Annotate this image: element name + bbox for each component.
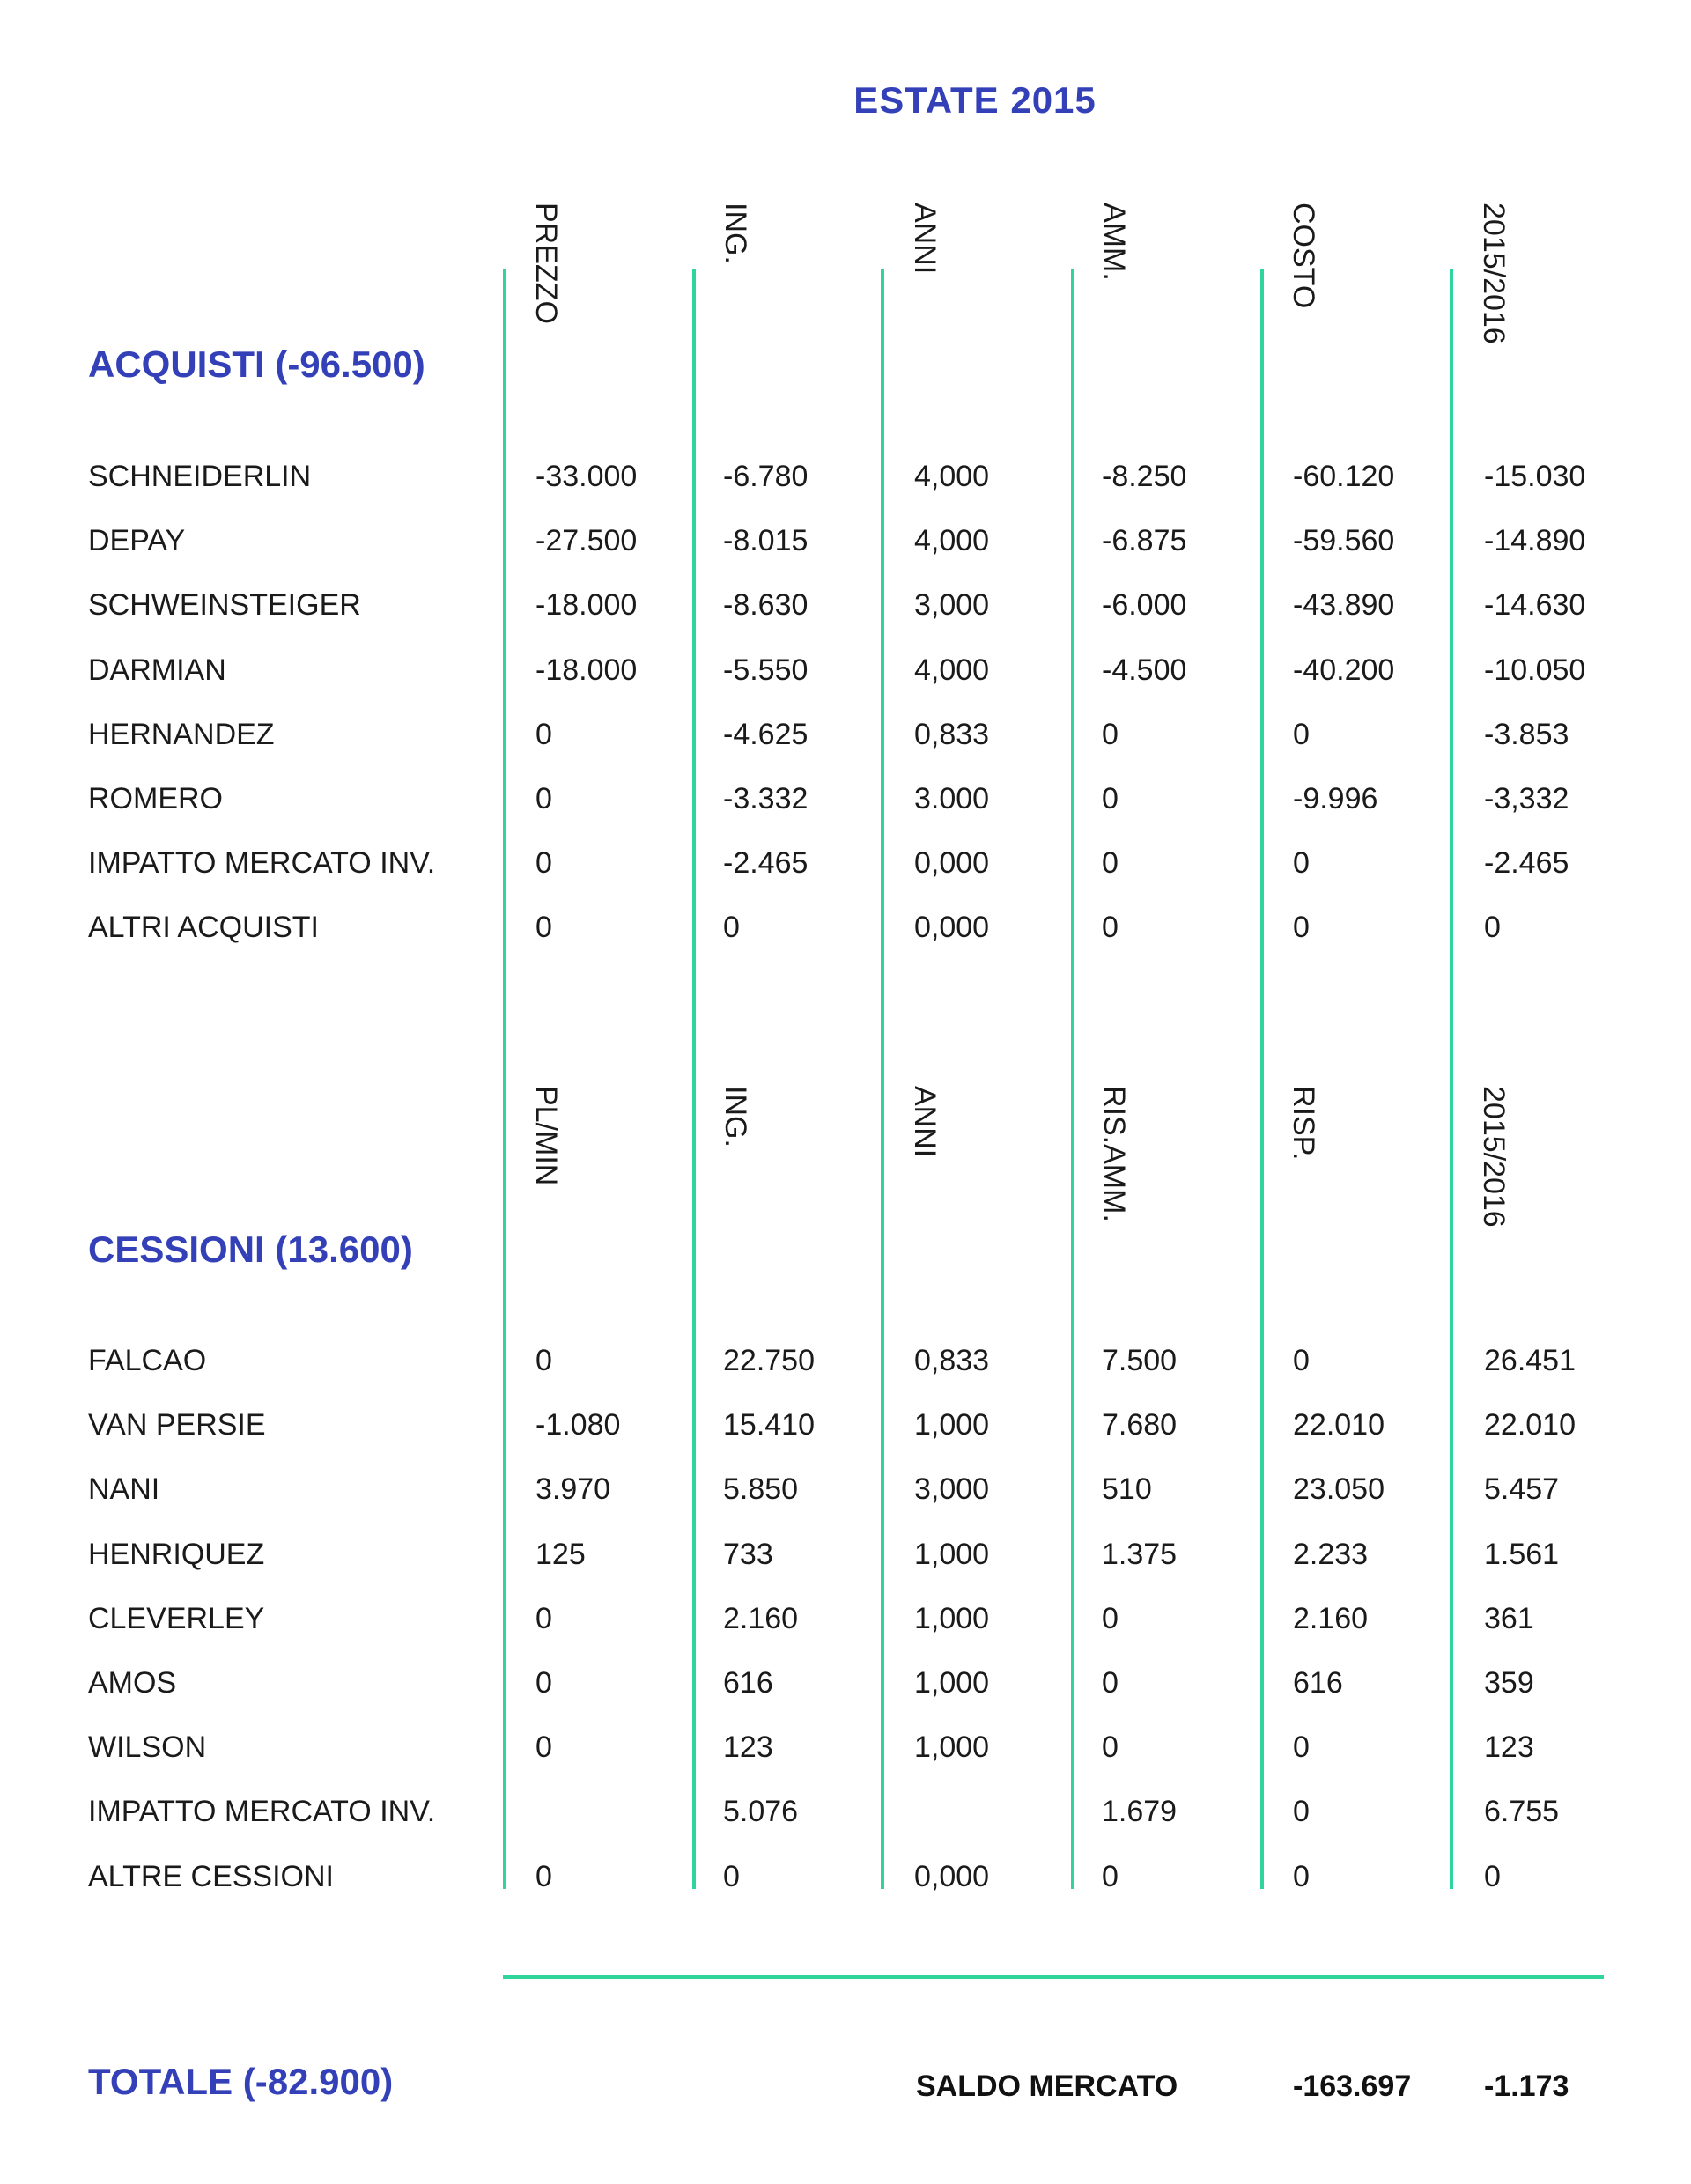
table-cell: 0,000 xyxy=(914,846,990,881)
table-cell: 0 xyxy=(1293,717,1310,751)
table-cell: 733 xyxy=(723,1537,773,1571)
table-cell: 1.679 xyxy=(1102,1795,1178,1829)
table-cell: 0 xyxy=(1102,911,1119,945)
table-cell: -4.625 xyxy=(723,717,809,751)
saldo-anno-value: -1.173 xyxy=(1484,2070,1569,2103)
table-cell: 0 xyxy=(1102,717,1119,751)
row-label: FALCAO xyxy=(88,1344,207,1377)
table-cell: 5.457 xyxy=(1484,1472,1560,1507)
table-cell: 510 xyxy=(1102,1472,1152,1507)
table-cell: -6.000 xyxy=(1102,588,1187,623)
column-divider xyxy=(1071,269,1074,1889)
table-cell: 2.160 xyxy=(723,1601,799,1635)
table-cell: 0,833 xyxy=(914,717,990,751)
table-cell: -4.500 xyxy=(1102,653,1187,687)
table-cell: 0 xyxy=(1102,1730,1119,1765)
table-cell: -40.200 xyxy=(1293,653,1395,687)
table-cell: 0,000 xyxy=(914,1859,990,1893)
table-cell: -1.080 xyxy=(535,1408,621,1442)
table-cell: 22.010 xyxy=(1293,1408,1385,1442)
saldo-mercato-label: SALDO MERCATO xyxy=(916,2070,1178,2103)
acquisti-col-header: COSTO xyxy=(1287,203,1320,309)
table-cell: -60.120 xyxy=(1293,460,1395,493)
table-cell: -5.550 xyxy=(723,653,809,687)
table-cell: 0 xyxy=(535,911,552,945)
table-cell: 22.750 xyxy=(723,1344,815,1377)
saldo-costo-value: -163.697 xyxy=(1293,2070,1412,2103)
table-cell: 23.050 xyxy=(1293,1472,1385,1507)
table-cell: 5.850 xyxy=(723,1472,799,1507)
cessioni-section-title: CESSIONI (13.600) xyxy=(88,1228,413,1270)
table-cell: 26.451 xyxy=(1484,1344,1576,1377)
table-cell: -15.030 xyxy=(1484,460,1586,493)
table-cell: 3,000 xyxy=(914,1472,990,1507)
row-label: WILSON xyxy=(88,1730,207,1765)
row-label: ALTRI ACQUISTI xyxy=(88,911,319,945)
cessioni-col-header: ANNI xyxy=(908,1086,941,1158)
table-cell: 2.233 xyxy=(1293,1537,1369,1571)
table-cell: 0 xyxy=(1102,1666,1119,1700)
table-cell: 4,000 xyxy=(914,524,990,558)
row-label: NANI xyxy=(88,1472,160,1507)
table-cell: 0 xyxy=(535,846,552,881)
table-cell: 0 xyxy=(1293,911,1310,945)
table-cell: 0 xyxy=(535,1859,552,1893)
table-cell: 0 xyxy=(1102,846,1119,881)
table-cell: 0 xyxy=(1293,1795,1310,1829)
table-cell: 0 xyxy=(535,1666,552,1700)
table-cell: -14.630 xyxy=(1484,588,1586,623)
table-cell: 1,000 xyxy=(914,1537,990,1571)
row-label: HERNANDEZ xyxy=(88,717,275,751)
table-cell: 616 xyxy=(1293,1666,1343,1700)
table-cell: 22.010 xyxy=(1484,1408,1576,1442)
row-label: DEPAY xyxy=(88,524,186,558)
table-cell: -6.875 xyxy=(1102,524,1187,558)
table-cell: 123 xyxy=(1484,1730,1534,1765)
table-cell: 0 xyxy=(723,911,740,945)
table-cell: 0 xyxy=(1102,1601,1119,1635)
table-cell: -27.500 xyxy=(535,524,638,558)
row-label: IMPATTO MERCATO INV. xyxy=(88,1795,436,1829)
table-cell: 125 xyxy=(535,1537,586,1571)
table-cell: -18.000 xyxy=(535,653,638,687)
table-cell: 0 xyxy=(1102,1859,1119,1893)
table-cell: -2.465 xyxy=(1484,846,1569,881)
table-cell: 15.410 xyxy=(723,1408,815,1442)
table-cell: 4,000 xyxy=(914,653,990,687)
table-cell: -59.560 xyxy=(1293,524,1395,558)
table-cell: 0,833 xyxy=(914,1344,990,1377)
row-label: HENRIQUEZ xyxy=(88,1537,265,1571)
table-cell: -14.890 xyxy=(1484,524,1586,558)
row-label: AMOS xyxy=(88,1666,177,1700)
table-cell: 0 xyxy=(1293,846,1310,881)
table-cell: -43.890 xyxy=(1293,588,1395,623)
table-cell: 7.500 xyxy=(1102,1344,1178,1377)
table-cell: 0 xyxy=(1102,782,1119,815)
acquisti-col-header: PREZZO xyxy=(529,203,563,324)
row-label: ROMERO xyxy=(88,782,223,815)
totale-title: TOTALE (-82.900) xyxy=(88,2061,394,2102)
table-cell: 5.076 xyxy=(723,1795,799,1829)
table-cell: 0 xyxy=(1293,1344,1310,1377)
acquisti-col-header: ANNI xyxy=(908,203,941,275)
table-cell: 1,000 xyxy=(914,1666,990,1700)
table-cell: 616 xyxy=(723,1666,773,1700)
cessioni-col-header: RIS.AMM. xyxy=(1097,1086,1131,1222)
table-cell: 2.160 xyxy=(1293,1601,1369,1635)
acquisti-col-header: AMM. xyxy=(1097,203,1131,281)
table-cell: -6.780 xyxy=(723,460,809,493)
table-cell: -10.050 xyxy=(1484,653,1586,687)
table-cell: 4,000 xyxy=(914,460,990,493)
table-cell: 3.970 xyxy=(535,1472,611,1507)
table-cell: 1.561 xyxy=(1484,1537,1560,1571)
total-divider xyxy=(503,1975,1604,1979)
column-divider xyxy=(1260,269,1264,1889)
table-cell: 0,000 xyxy=(914,911,990,945)
column-divider xyxy=(1450,269,1453,1889)
table-cell: 0 xyxy=(1293,1859,1310,1893)
acquisti-col-header: ING. xyxy=(719,203,752,264)
table-cell: 0 xyxy=(1484,911,1501,945)
acquisti-col-header: 2015/2016 xyxy=(1477,203,1510,344)
table-cell: 0 xyxy=(535,1601,552,1635)
table-cell: 1.375 xyxy=(1102,1537,1178,1571)
cessioni-col-header: 2015/2016 xyxy=(1477,1086,1510,1228)
table-cell: -3.332 xyxy=(723,782,809,815)
table-cell: -8.015 xyxy=(723,524,809,558)
row-label: VAN PERSIE xyxy=(88,1408,266,1442)
table-cell: 0 xyxy=(535,1344,552,1377)
table-cell: -3.853 xyxy=(1484,717,1569,751)
column-divider xyxy=(692,269,696,1889)
table-cell: 0 xyxy=(535,1730,552,1765)
table-cell: 0 xyxy=(1484,1859,1501,1893)
table-cell: 0 xyxy=(535,782,552,815)
row-label: SCHNEIDERLIN xyxy=(88,460,312,493)
table-cell: 1,000 xyxy=(914,1730,990,1765)
acquisti-section-title: ACQUISTI (-96.500) xyxy=(88,343,425,385)
row-label: ALTRE CESSIONI xyxy=(88,1859,334,1893)
table-cell: -9.996 xyxy=(1293,782,1378,815)
table-cell: -18.000 xyxy=(535,588,638,623)
table-cell: -33.000 xyxy=(535,460,638,493)
table-cell: -3,332 xyxy=(1484,782,1569,815)
cessioni-col-header: ING. xyxy=(719,1086,752,1147)
cessioni-col-header: PL/MIN xyxy=(529,1086,563,1186)
table-cell: 0 xyxy=(535,717,552,751)
table-cell: 0 xyxy=(1293,1730,1310,1765)
table-cell: 6.755 xyxy=(1484,1795,1560,1829)
table-cell: 123 xyxy=(723,1730,773,1765)
table-cell: 1,000 xyxy=(914,1601,990,1635)
table-cell: 0 xyxy=(723,1859,740,1893)
row-label: IMPATTO MERCATO INV. xyxy=(88,846,436,881)
table-cell: 3.000 xyxy=(914,782,990,815)
table-cell: 3,000 xyxy=(914,588,990,623)
table-cell: -8.250 xyxy=(1102,460,1187,493)
table-cell: 1,000 xyxy=(914,1408,990,1442)
column-divider xyxy=(503,269,506,1889)
column-divider xyxy=(881,269,884,1889)
page-title: ESTATE 2015 xyxy=(853,79,1097,121)
table-cell: -8.630 xyxy=(723,588,809,623)
cessioni-col-header: RISP. xyxy=(1287,1086,1320,1161)
table-cell: 359 xyxy=(1484,1666,1534,1700)
row-label: SCHWEINSTEIGER xyxy=(88,588,361,623)
table-cell: -2.465 xyxy=(723,846,809,881)
table-cell: 361 xyxy=(1484,1601,1534,1635)
row-label: CLEVERLEY xyxy=(88,1601,265,1635)
row-label: DARMIAN xyxy=(88,653,226,687)
table-cell: 7.680 xyxy=(1102,1408,1178,1442)
